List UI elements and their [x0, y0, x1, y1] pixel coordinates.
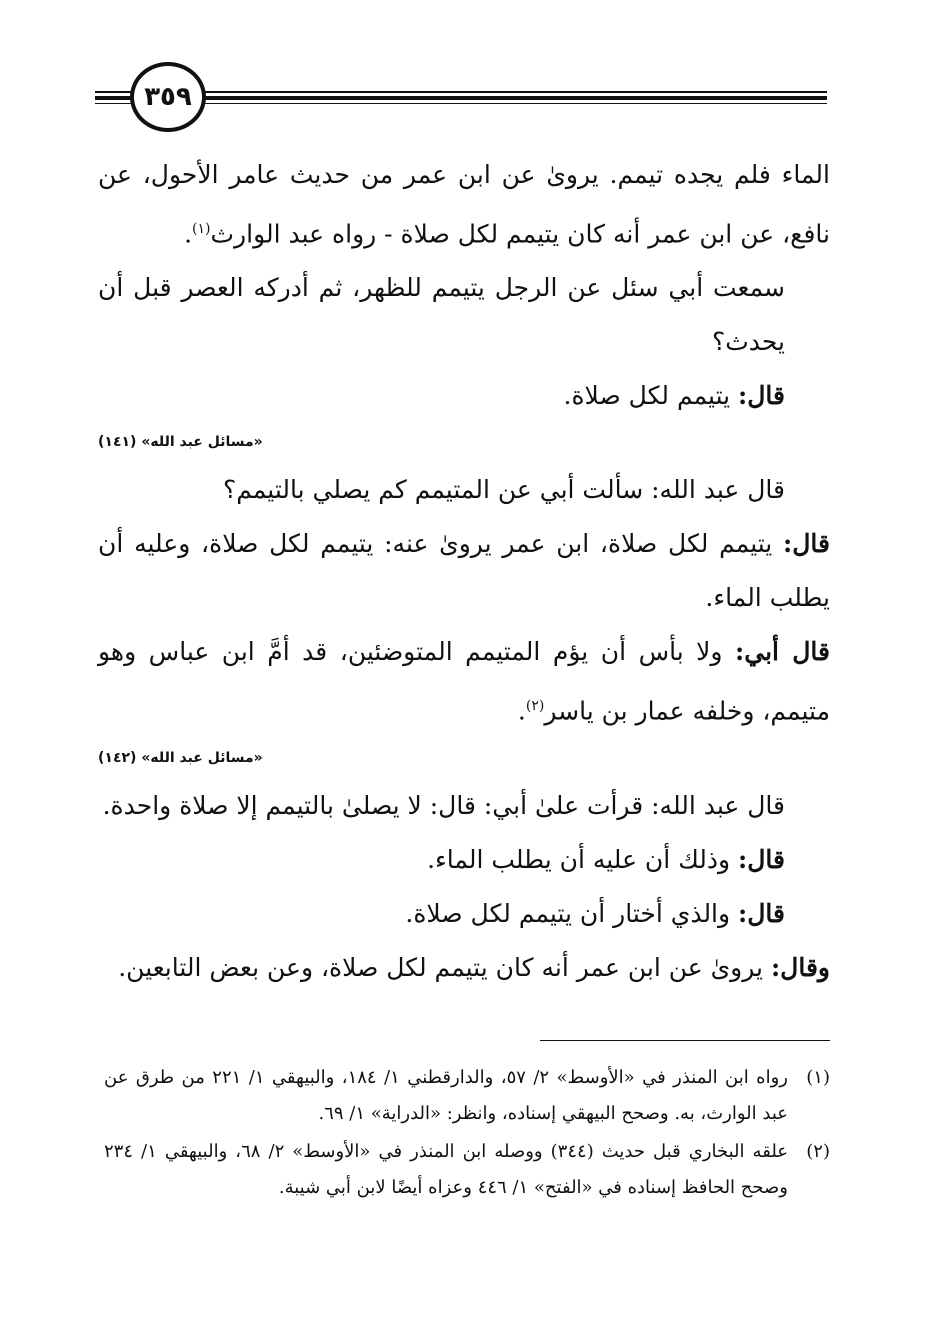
paragraph-1	[98, 148, 830, 261]
source-citation-2-text: «مسائل عبد الله» (١٤٢)	[98, 749, 263, 766]
speaker-label: قال أبي:	[735, 637, 831, 667]
footnote-1-text: رواه ابن المنذر في «الأوسط» ٢/ ٥٧، والدارقطني ١/ ١٨٤، والبيهقي ١/ ٢٢١ من طرق عن عبد الوارث، به. وصحح البيهقي إسناده، وانظر: «الدراية» ١/ ٦٩.	[104, 1067, 788, 1124]
paragraph-1-text: الماء فلم يجده تيمم. يروىٰ عن ابن عمر من حديث عامر الأحول، عن نافع، عن ابن عمر أنه كان يتيمم لكل صلاة - رواه عبد الوارث	[98, 160, 830, 249]
paragraph-10-text: يروىٰ عن ابن عمر أنه كان يتيمم لكل صلاة، وعن بعض التابعين.	[118, 952, 771, 982]
paragraph-8-text: وذلك أن عليه أن يطلب الماء.	[427, 844, 739, 874]
paragraph-10	[98, 941, 830, 995]
speaker-label: قال:	[738, 844, 785, 874]
paragraph-6-text: ولا بأس أن يؤم المتيمم المتوضئين، قد أمَّ ابن عباس وهو متيمم، وخلفه عمار بن ياسر	[98, 637, 830, 726]
speaker-label: قال:	[783, 529, 830, 559]
footnote-ref-2[interactable]: (٢)	[525, 698, 545, 715]
speaker-label: قال:	[738, 898, 785, 928]
paragraph-7	[98, 779, 830, 833]
footnote-separator	[540, 1040, 830, 1041]
main-text	[98, 148, 830, 995]
paragraph-7-text: قال عبد الله: قرأت علىٰ أبي: قال: لا يصلىٰ بالتيمم إلا صلاة واحدة.	[102, 790, 785, 820]
speaker-label: قال:	[738, 381, 785, 411]
page-number: ٣٥٩	[144, 82, 192, 112]
footnote-1	[104, 1060, 830, 1132]
source-citation-1	[98, 427, 830, 457]
paragraph-4-text: قال عبد الله: سألت أبي عن المتيمم كم يصلي بالتيمم؟	[222, 475, 785, 505]
paragraph-2-text: سمعت أبي سئل عن الرجل يتيمم للظهر، ثم أدركه العصر قبل أن يحدث؟	[98, 273, 785, 357]
speaker-label: وقال:	[770, 952, 830, 982]
footnote-1-number: (١)	[806, 1067, 830, 1088]
paragraph-3	[98, 369, 830, 423]
paragraph-2	[98, 261, 830, 369]
paragraph-5	[98, 517, 830, 625]
footnote-2-text: علقه البخاري قبل حديث (٣٤٤) ووصله ابن المنذر في «الأوسط» ٢/ ٦٨، والبيهقي ١/ ٢٣٤ وصحح الحافظ إسناده في «الفتح» ١/ ٤٤٦ وعزاه أيضًا لابن أبي شيبة.	[104, 1141, 789, 1198]
page-header	[95, 62, 827, 142]
footnotes	[104, 1060, 830, 1208]
page-number-badge	[130, 62, 206, 132]
source-citation-1-text: «مسائل عبد الله» (١٤١)	[98, 434, 263, 451]
paragraph-6	[98, 625, 830, 738]
source-citation-2	[98, 743, 830, 773]
footnote-2-number: (٢)	[806, 1141, 830, 1162]
footnote-2	[104, 1134, 830, 1206]
paragraph-6-end: .	[517, 696, 526, 726]
paragraph-9	[98, 887, 830, 941]
paragraph-3-text: يتيمم لكل صلاة.	[563, 381, 739, 411]
paragraph-8	[98, 833, 830, 887]
paragraph-5-text: يتيمم لكل صلاة، ابن عمر يروىٰ عنه: يتيمم لكل صلاة، وعليه أن يطلب الماء.	[98, 529, 830, 613]
paragraph-4	[98, 463, 830, 517]
paragraph-1-end: .	[184, 219, 193, 249]
footnote-ref-1[interactable]: (١)	[192, 221, 211, 237]
paragraph-9-text: والذي أختار أن يتيمم لكل صلاة.	[405, 898, 739, 928]
